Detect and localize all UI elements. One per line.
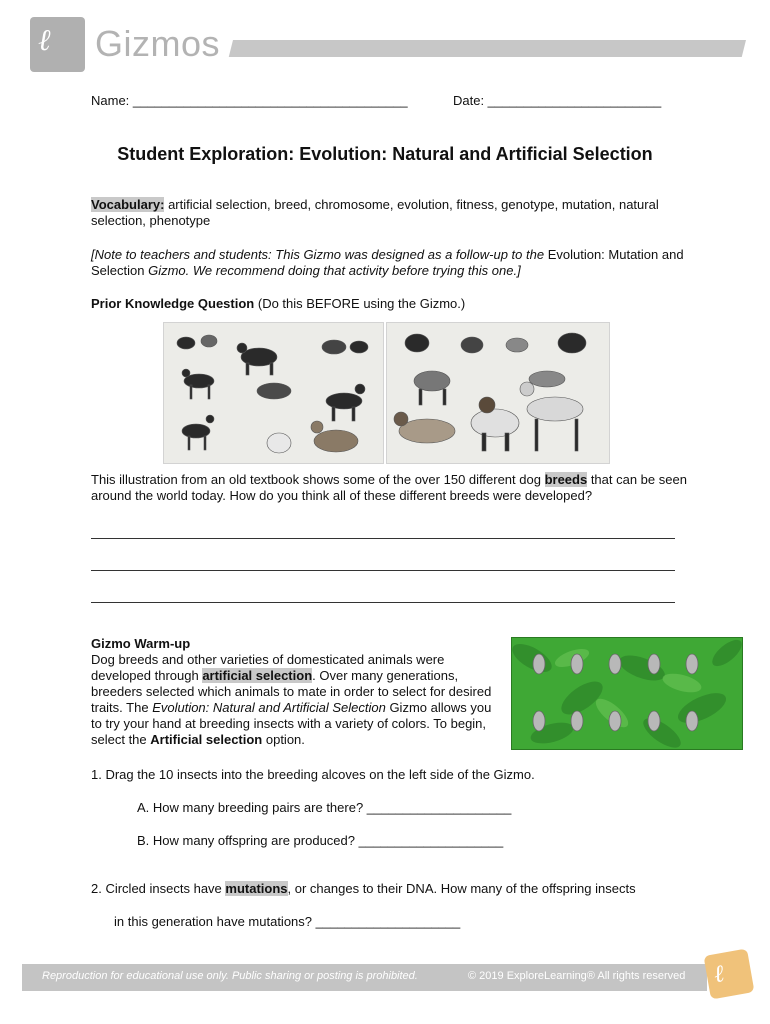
answer-line[interactable] — [91, 570, 675, 571]
warmup-text-4: option. — [262, 732, 305, 747]
mutations-highlight: mutations — [225, 881, 288, 896]
artificial-selection-highlight: artificial selection — [202, 668, 313, 683]
insects-on-leaves-image — [511, 637, 743, 750]
question-1a[interactable]: A. How many breeding pairs are there? ____________________ — [137, 800, 512, 815]
name-field[interactable]: Name: ______________________________________ — [91, 93, 408, 108]
answer-line[interactable] — [91, 602, 675, 603]
answer-line[interactable] — [91, 538, 675, 539]
prior-knowledge-heading — [91, 296, 465, 312]
breeds-highlight: breeds — [544, 472, 588, 487]
note-part1: [Note to teachers and students: This Gizmo was designed as a follow-up to the — [91, 247, 548, 262]
vocabulary-label: Vocabulary: — [91, 197, 165, 212]
vocabulary-terms: artificial selection, breed, chromosome, evolution, fitness, genotype, mutation, natural selection, phenotype — [91, 197, 659, 228]
warmup-text-2: . Over many generations, breeders selected which animals to mate in order to select for desired traits. The — [91, 668, 492, 715]
teacher-note — [91, 247, 691, 279]
warmup-text-3: Gizmo allows you to try your hand at breeding insects with a variety of colors. To begin, select the — [91, 700, 492, 747]
dog-illustration-right — [386, 322, 610, 464]
prior-label: Prior Knowledge Question — [91, 296, 255, 311]
date-field[interactable]: Date: ________________________ — [453, 93, 662, 108]
question-2 — [91, 881, 636, 897]
explorelearning-logo — [704, 949, 755, 1000]
question-1b[interactable]: B. How many offspring are produced? ____________________ — [137, 833, 504, 848]
header-bar — [229, 40, 746, 57]
artificial-selection-option: Artificial selection — [150, 732, 263, 747]
illustration-text-1: This illustration from an old textbook shows some of the over 150 different dog — [91, 472, 545, 487]
dog-illustration-left — [163, 322, 384, 464]
illustration-question — [91, 472, 691, 504]
question-1: 1. Drag the 10 insects into the breeding alcoves on the left side of the Gizmo. — [91, 767, 535, 782]
warmup-paragraph — [91, 652, 503, 748]
question-2-pre: 2. Circled insects have — [91, 881, 226, 896]
footer-logo-glyph: ℓ — [711, 959, 727, 989]
logo-glyph: ℓ — [38, 23, 51, 58]
warmup-heading: Gizmo Warm-up — [91, 636, 191, 651]
warmup-text-1: Dog breeds and other varieties of domesticated animals were developed through — [91, 652, 445, 683]
footer-notice: Reproduction for educational use only. Public sharing or posting is prohibited. — [42, 970, 418, 982]
prior-hint: (Do this BEFORE using the Gizmo.) — [254, 296, 466, 311]
note-part2: Evolution: Mutation and Selection — [91, 247, 684, 278]
brand-title: Gizmos — [95, 23, 221, 64]
note-part3: Gizmo. We recommend doing that activity before trying this one.] — [144, 263, 521, 278]
question-2-answer[interactable]: in this generation have mutations? ____________________ — [114, 914, 461, 929]
question-2-post: , or changes to their DNA. How many of the offspring insects — [287, 881, 636, 896]
page-title: Student Exploration: Evolution: Natural and Artificial Selection — [117, 144, 653, 164]
gizmo-name: Evolution: Natural and Artificial Selection — [152, 700, 386, 715]
footer-copyright: © 2019 ExploreLearning® All rights reserved — [468, 970, 686, 982]
vocabulary-paragraph — [91, 197, 691, 229]
gizmos-logo — [30, 17, 85, 72]
illustration-text-2: that can be seen around the world today. How do you think all of these different breeds were developed? — [91, 472, 687, 503]
